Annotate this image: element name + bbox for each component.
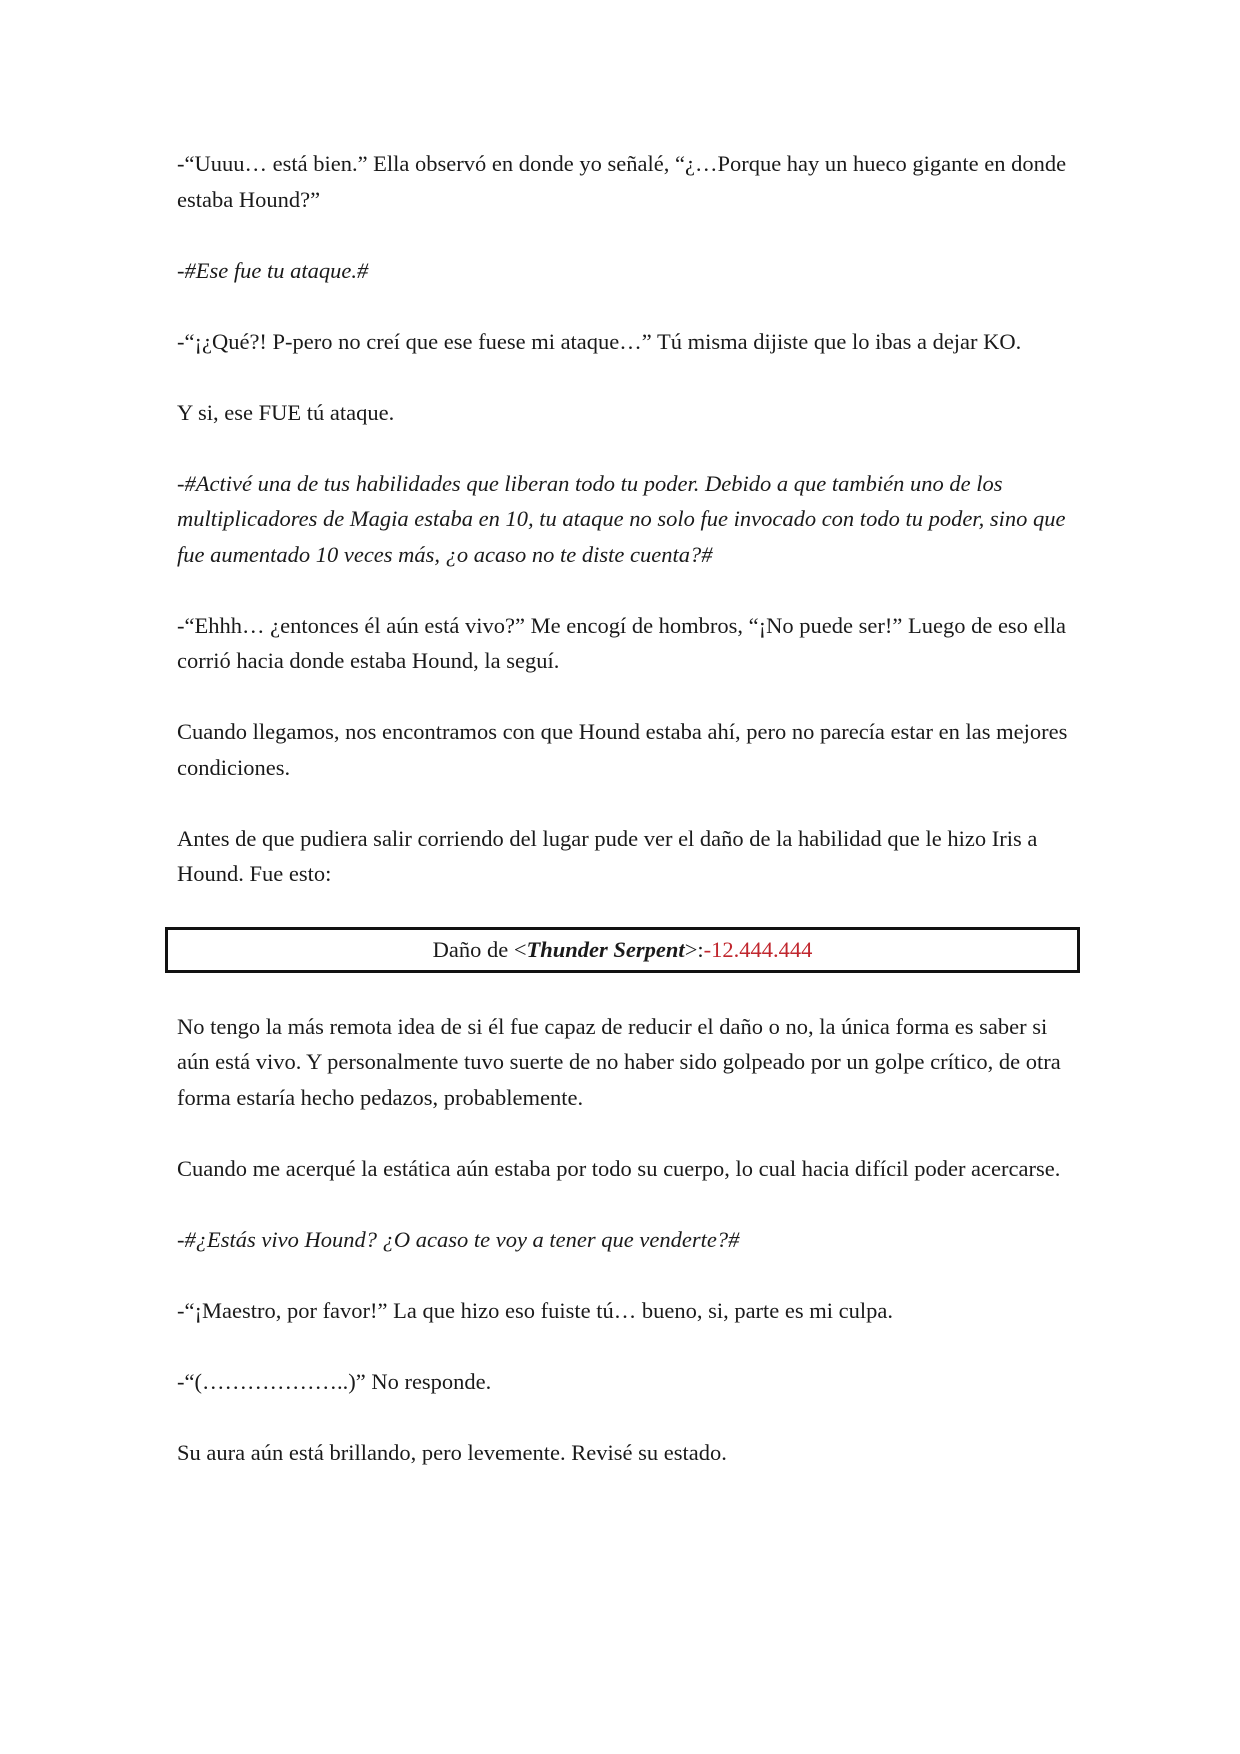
paragraph: Su aura aún está brillando, pero levemente. Revisé su estado. — [177, 1439, 727, 1465]
paragraph-italic: -#¿Estás vivo Hound? ¿O acaso te voy a tener que venderte?# — [177, 1226, 740, 1252]
paragraph: No tengo la más remota idea de si él fue capaz de reducir el daño o no, la única forma es saber si aún está vivo. Y personalmente tuvo suerte de no haber sido golpeado por un golpe crítico, de otra forma estaría hecho pedazos, probablemente. — [177, 1013, 1061, 1110]
damage-box — [165, 927, 1080, 973]
paragraph: -“Uuuu… está bien.” Ella observó en donde yo señalé, “¿…Porque hay un hueco gigante en donde estaba Hound?” — [177, 151, 1067, 212]
paragraph: Cuando me acerqué la estática aún estaba por todo su cuerpo, lo cual hacia difícil poder acercarse. — [177, 1155, 1061, 1181]
paragraph: -“(………………..)” No responde. — [177, 1368, 492, 1394]
damage-skill-name: Thunder Serpent — [526, 937, 685, 963]
paragraph: -“Ehhh… ¿entonces él aún está vivo?” Me encogí de hombros, “¡No puede ser!” Luego de eso ella corrió hacia donde estaba Hound, la seguí. — [177, 612, 1067, 673]
document-body — [177, 146, 1069, 1470]
paragraph: Cuando llegamos, nos encontramos con que Hound estaba ahí, pero no parecía estar en las mejores condiciones. — [177, 719, 1068, 780]
paragraph: Antes de que pudiera salir corriendo del lugar pude ver el daño de la habilidad que le hizo Iris a Hound. Fue esto: — [177, 825, 1038, 886]
damage-suffix: >: — [684, 937, 704, 963]
paragraph: -“¡Maestro, por favor!” La que hizo eso fuiste tú… bueno, si, parte es mi culpa. — [177, 1297, 894, 1323]
damage-value: -12.444.444 — [703, 937, 813, 963]
damage-prefix: Daño de < — [432, 937, 527, 963]
paragraph: Y si, ese FUE tú ataque. — [177, 399, 395, 425]
paragraph: -“¡¿Qué?! P-pero no creí que ese fuese mi ataque…” Tú misma dijiste que lo ibas a dejar KO. — [177, 328, 1022, 354]
paragraph-italic: -#Ese fue tu ataque.# — [177, 257, 369, 283]
paragraph-italic: -#Activé una de tus habilidades que liberan todo tu poder. Debido a que también uno de los multiplicadores de Magia estaba en 10, tu ataque no solo fue invocado con todo tu poder, sino que fue aumentado 10 veces más, ¿o acaso no te diste cuenta?# — [177, 470, 1066, 567]
